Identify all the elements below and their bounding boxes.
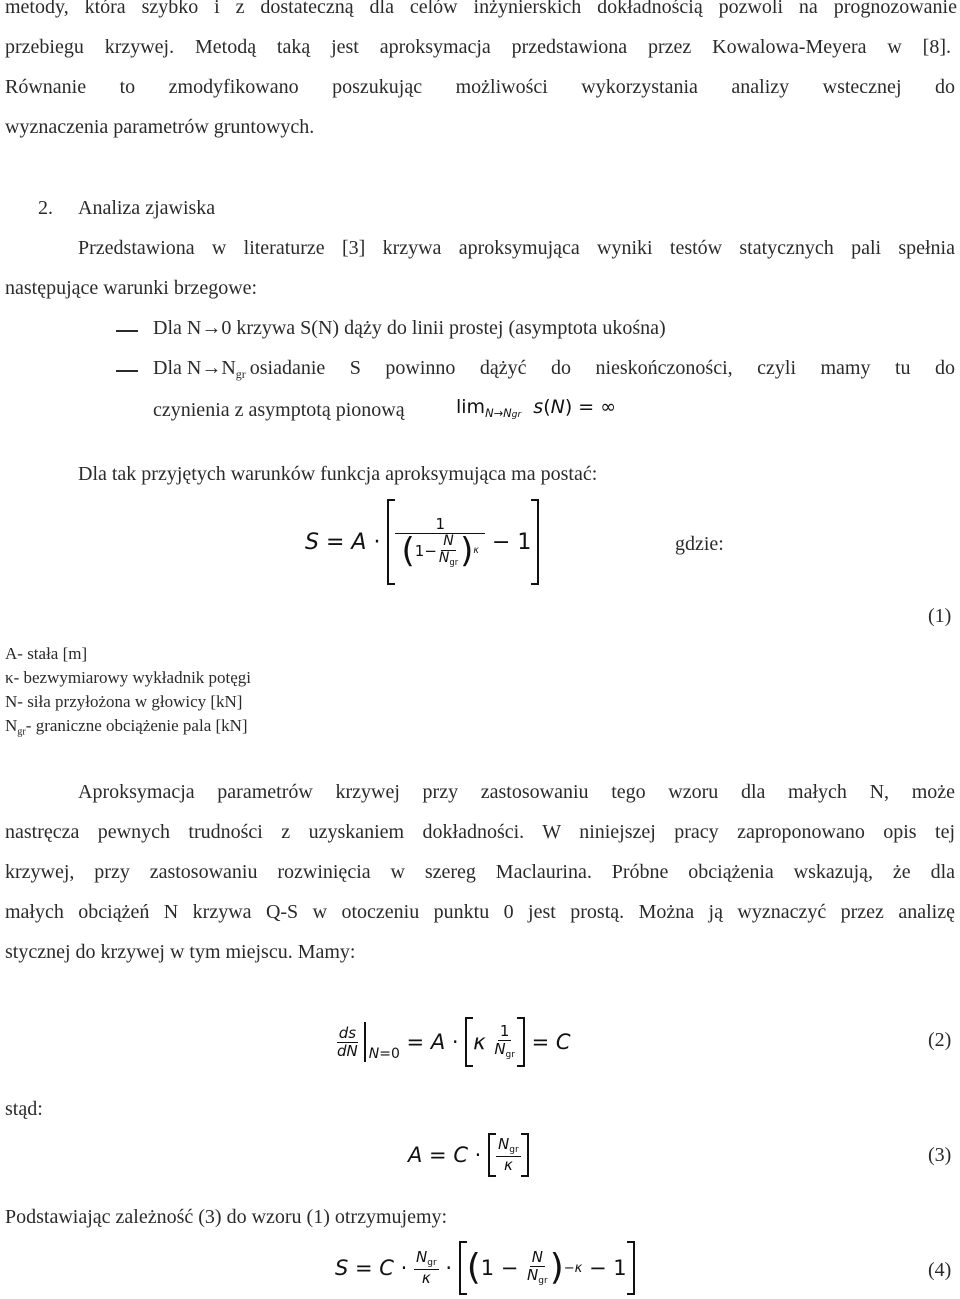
section-title: Analiza zjawiska [78, 197, 216, 219]
equation-2: $\frac{ds}{dN}$ N=0 = A · κ $\frac{1}{N_{gr}}$ = C [335, 1014, 571, 1070]
bullet-text: Dla $N\to N_{gr}$ osiadanie S powinno dążyć do nieskończoności, czyli mamy tu do [153, 357, 955, 382]
paragraph-line: przebiegu krzywej. Metodą taką jest aproksymacja przedstawiona przez Kowalowa-Meyera w [8]. [5, 36, 951, 58]
equation-number: (3) [928, 1144, 952, 1166]
bullet-text: czynienia z asymptotą pionową [153, 399, 405, 421]
gdzie-label: gdzie: [675, 533, 724, 555]
paragraph-line: krzywej, przy zastosowaniu rozwinięcia w szereg Maclaurina. Próbne obciążenia wskazują, że dla [5, 861, 955, 883]
equation-1: S = A · 1 ( 1− $\frac{N}{N_{gr}}$ ) κ − 1 [305, 497, 539, 587]
paragraph-line: Dla tak przyjętych warunków funkcja aproksymująca ma postać: [78, 463, 598, 485]
paragraph-line: Podstawiając zależność (3) do wzoru (1) otrzymujemy: [5, 1206, 448, 1228]
section-number: 2. [38, 197, 53, 219]
bullet-dash [116, 330, 138, 332]
bullet-text: Dla N→0 krzywa S(N) dąży do linii prostej (asymptota ukośna) [153, 317, 666, 339]
bullet-dash [116, 370, 138, 372]
equation-number: (4) [928, 1259, 952, 1281]
paragraph-line: metody, która szybko i z dostateczną dla celów inżynierskich dokładnością pozwoli na prognozowanie [5, 0, 957, 18]
paragraph-line: następujące warunki brzegowe: [5, 277, 258, 299]
paragraph-line: stycznej do krzywej w tym miejscu. Mamy: [5, 941, 356, 963]
equation-3: A = C · $\frac{N_{gr}}{\kappa}$ [408, 1132, 529, 1178]
definition-A: A- stała [m] [5, 644, 88, 663]
paragraph-line: małych obciążeń N krzywa Q-S w otoczeniu punktu 0 jest prostą. Można ją wyznaczyć przez analizę [5, 901, 955, 923]
paragraph-line: Równanie to zmodyfikowano poszukując możliwości wykorzystania analizy wstecznej do [5, 76, 955, 98]
limit-formula: $\lim_{N\to Ngr} s(N)$ = ∞ [456, 396, 617, 420]
definition-Ngr: $N_{gr}-$ graniczne obciążenie pala [kN] [5, 716, 248, 738]
definition-N: N- siła przyłożona w głowicy [kN] [5, 692, 243, 711]
equation-number: (2) [928, 1029, 952, 1051]
stad-label: stąd: [5, 1098, 43, 1120]
paragraph-line: Przedstawiona w literaturze [3] krzywa aproksymująca wyniki testów statycznych pali spełnia [78, 237, 955, 259]
paragraph-line: wyznaczenia parametrów gruntowych. [5, 116, 315, 138]
equation-number: (1) [928, 605, 952, 627]
paragraph-line: nastręcza pewnych trudności z uzyskaniem dokładności. W niniejszej pracy zaproponowano opis tej [5, 821, 955, 843]
paragraph-line: Aproksymacja parametrów krzywej przy zastosowaniu tego wzoru dla małych N, może [78, 781, 955, 803]
definition-kappa: κ- bezwymiarowy wykładnik potęgi [5, 668, 252, 687]
equation-4: S = C · $\frac{N_{gr}}{\kappa}$ · ( 1 − $\frac{N}{N_{gr}}$ ) −κ − 1 [335, 1240, 635, 1296]
